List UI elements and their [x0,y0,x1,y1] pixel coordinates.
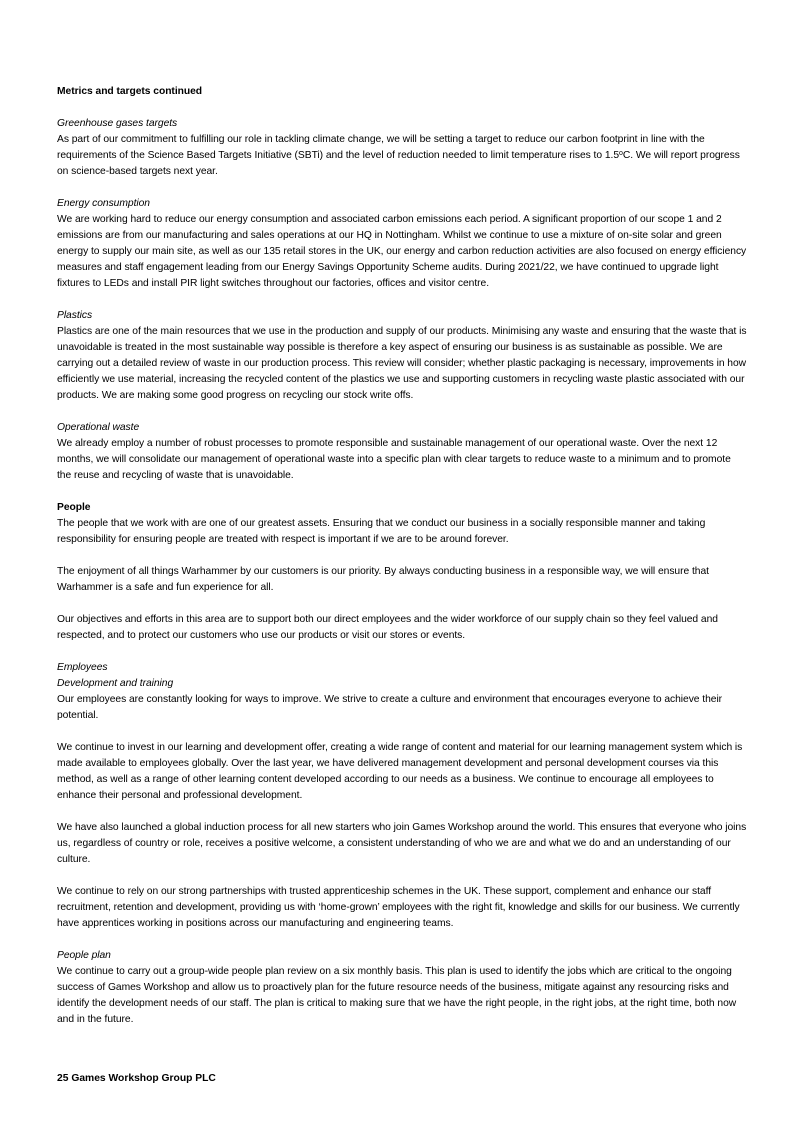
people-paragraph: The enjoyment of all things Warhammer by our customers is our priority. By always conducting business in a responsible way, we will ensure that Warhammer is a safe and fun experience for all. [57,566,709,593]
document-page [57,84,747,1028]
page-footer: 25 Games Workshop Group PLC [57,1073,216,1084]
plastics-heading: Plastics [57,310,93,321]
development-training-heading: Development and training [57,678,174,689]
section-title: Metrics and targets continued [57,86,203,97]
ghg-body-tail: C. We will report progress on science-based targets next year. [57,150,740,177]
people-plan-heading: People plan [57,950,111,961]
ghg-body-text: As part of our commitment to fulfilling our role in tackling climate change, we will be setting a target to reduce our carbon footprint in line with the requirements of the Science Based Targets Initiative (SBTi) and the level of reduction needed to limit temperature rises to 1.5 [57,134,705,161]
people-heading: People [57,502,91,513]
employees-paragraph: We have also launched a global induction process for all new starters who join Games Workshop around the world. This ensures that everyone who joins us, regardless of country or role, receives a positive welcome, a consistent understanding of who we are and what we do and an understanding of our culture. [57,822,747,865]
employees-paragraph: We continue to invest in our learning and development offer, creating a wide range of content and material for our learning management system which is made available to employees globally. Over the last year, we have delivered management development and personal development courses via this method, as well as a range of other learning content developed according to our needs as a business. We continue to encourage all employees to enhance their personal and professional development. [57,742,743,801]
degree-sup: o [619,150,623,157]
operational-waste-heading: Operational waste [57,422,140,433]
operational-waste-body: We already employ a number of robust processes to promote responsible and sustainable management of our operational waste. Over the next 12 months, we will consolidate our management of operational waste into a specific plan with clear targets to reduce waste to a minimum and to promote the reuse and recycling of waste that is unavoidable. [57,438,731,481]
employees-heading: Employees [57,662,108,673]
people-paragraph: The people that we work with are one of our greatest assets. Ensuring that we conduct our business in a socially responsible manner and taking responsibility for ensuring people are treated with respect is important if we are to be around forever. [57,518,706,545]
employees-paragraph: Our employees are constantly looking for ways to improve. We strive to create a culture and environment that encourages everyone to achieve their potential. [57,694,723,721]
ghg-body [57,132,747,180]
people-plan-body: We continue to carry out a group-wide people plan review on a six monthly basis. This plan is used to identify the jobs which are critical to the ongoing success of Games Workshop and allow us to proactively plan for the future resource needs of the business, mitigate against any resourcing risks and identify the development needs of our staff. The plan is critical to making sure that we have the right people, in the right jobs, at the right time, both now and in the future. [57,966,737,1025]
employees-paragraph: We continue to rely on our strong partnerships with trusted apprenticeship schemes in the UK. These support, complement and enhance our staff recruitment, retention and development, providing us with ‘home-grown’ employees with the right fit, knowledge and skills for our business. We currently have apprentices working in positions across our manufacturing and engineering teams. [57,886,740,929]
ghg-heading: Greenhouse gases targets [57,118,178,129]
energy-body: We are working hard to reduce our energy consumption and associated carbon emissions each period. A significant proportion of our scope 1 and 2 emissions are from our manufacturing and sales operations at our HQ in Nottingham. Whilst we continue to use a mixture of on-site solar and green energy to supply our main site, as well as our 135 retail stores in the UK, our energy and carbon reduction activities are also focused on energy efficiency measures and staff engagement leading from our Energy Savings Opportunity Scheme audits. During 2021/22, we have continued to upgrade light fixtures to LEDs and install PIR light switches throughout our factories, offices and visitor centre. [57,214,747,289]
energy-heading: Energy consumption [57,198,150,209]
plastics-body: Plastics are one of the main resources that we use in the production and supply of our products. Minimising any waste and ensuring that the waste that is unavoidable is treated in the most sustainable way possible is therefore a key aspect of ensuring our business is as sustainable as possible. We are carrying out a detailed review of waste in our production process. This review will consider; whether plastic packaging is necessary, improvements in how efficiently we use material, increasing the recycled content of the plastics we use and supporting customers in recycling waste plastic associated with our products. We are making some good progress on recycling our stock write offs. [57,326,747,401]
people-paragraph: Our objectives and efforts in this area are to support both our direct employees and the wider workforce of our supply chain so they feel valued and respected, and to protect our customers who use our products or visit our stores or events. [57,614,718,641]
